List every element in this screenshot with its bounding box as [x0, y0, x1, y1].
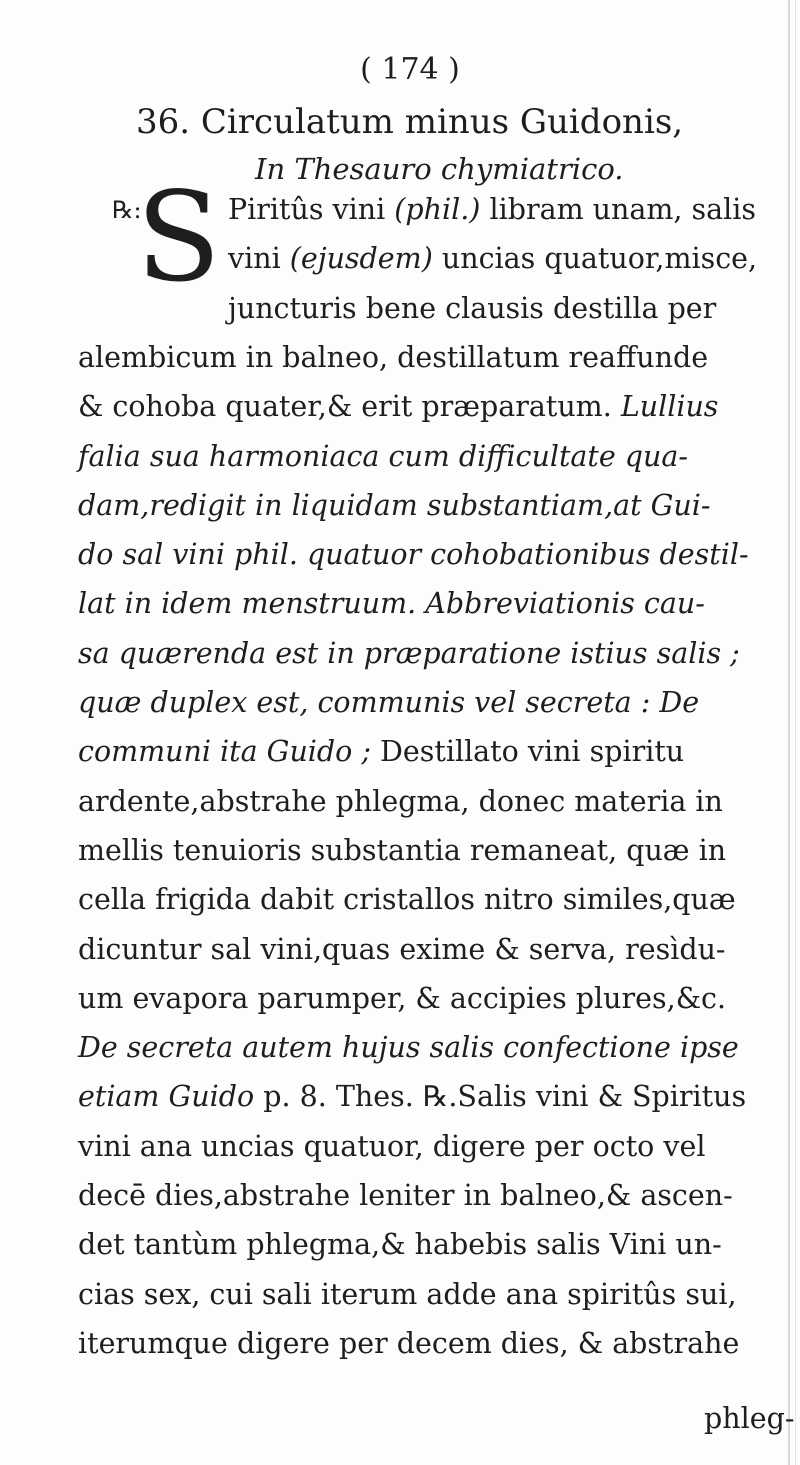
text-segment: um evapora parumper, & accipies plures,&c.: [78, 981, 727, 1015]
text-line: [78, 880, 736, 920]
text-line: [228, 190, 756, 230]
text-line: [78, 1275, 737, 1315]
page-number: ( 174 ): [360, 52, 460, 87]
text-segment: mellis tenuioris substantia remaneat, quæ in: [78, 833, 727, 867]
drop-cap: S: [136, 166, 221, 310]
text-line: [78, 979, 726, 1019]
recipe-sign: ℞:: [112, 196, 142, 224]
text-segment: De secreta autem hujus salis confectione ipse: [78, 1031, 739, 1065]
text-segment: lat in idem menstruum. Abbreviationis cau-: [78, 587, 705, 621]
page-edge-line: [795, 0, 796, 1465]
text-segment: & cohoba quater,& erit præparatum.: [78, 390, 621, 424]
text-segment: (ejusdem): [289, 242, 433, 276]
text-line: [78, 584, 705, 624]
text-segment: Lullius: [620, 390, 719, 424]
text-segment: juncturis bene clausis destilla per: [228, 291, 717, 325]
source-subheading: In Thesauro chymiatrico.: [255, 152, 624, 186]
text-segment: decē dies,abstrahe leniter in balneo,& ascen-: [78, 1179, 733, 1212]
text-line: [78, 1028, 739, 1068]
text-line: [78, 930, 726, 970]
text-segment: libram unam, salis: [480, 193, 756, 226]
text-line: [78, 831, 726, 871]
page-edge-shadow: [788, 0, 790, 1465]
text-segment: p. 8. Thes. ℞.Salis vini & Spiritus: [263, 1080, 747, 1114]
text-segment: iterumque digere per decem dies, & abstrahe: [78, 1326, 740, 1360]
recipe-heading: 36. Circulatum minus Guidonis,: [136, 102, 684, 142]
text-line: [78, 1225, 722, 1265]
text-line: [78, 732, 684, 772]
text-segment: etiam Guido: [78, 1080, 264, 1114]
text-line: [78, 437, 688, 477]
text-segment: falia sua harmoniaca cum difficultate qua-: [78, 439, 689, 473]
text-segment: cella frigida dabit cristallos nitro similes,quæ: [78, 883, 736, 917]
text-segment: uncias quatuor,misce,: [432, 242, 758, 276]
text-line: [78, 486, 711, 526]
text-segment: communi ita Guido ;: [78, 735, 381, 769]
text-segment: vini: [228, 242, 290, 276]
text-segment: alembicum in balneo, destillatum reaffunde: [78, 340, 709, 374]
text-segment: dicuntur sal vini,quas exime & serva, resìdu-: [78, 932, 726, 966]
text-segment: Destillato vini spiritu: [380, 735, 685, 769]
text-line: [78, 1127, 705, 1167]
text-segment: cias sex, cui sali iterum adde ana spiritûs sui,: [78, 1277, 737, 1311]
text-segment: vini ana uncias quatuor, digere per octo vel: [78, 1129, 706, 1163]
text-segment: (phil.): [394, 193, 481, 226]
text-line: [78, 1324, 739, 1364]
text-segment: det tantùm phlegma,& habebis salis Vini un-: [78, 1228, 722, 1262]
text-segment: dam,redigit in liquidam substantiam,at Gui-: [78, 488, 711, 522]
text-segment: sa quærenda est in præparatione istius salis ;: [78, 636, 740, 670]
catchword: phleg-: [704, 1402, 795, 1435]
text-line: [78, 535, 749, 575]
text-line: [78, 634, 740, 674]
text-line: [78, 782, 723, 822]
text-line: [78, 338, 708, 378]
text-line: [78, 683, 699, 723]
text-segment: quæ duplex est, communis vel secreta : De: [78, 686, 700, 719]
text-line: [78, 387, 718, 427]
text-line: [228, 289, 716, 329]
text-segment: do sal vini phil. quatuor cohobationibus destil-: [78, 538, 749, 572]
text-segment: Piritûs vini: [228, 193, 395, 226]
text-line: [78, 1077, 746, 1117]
text-line: [228, 239, 757, 279]
text-segment: ardente,abstrahe phlegma, donec materia in: [78, 784, 723, 818]
text-line: [78, 1176, 733, 1216]
